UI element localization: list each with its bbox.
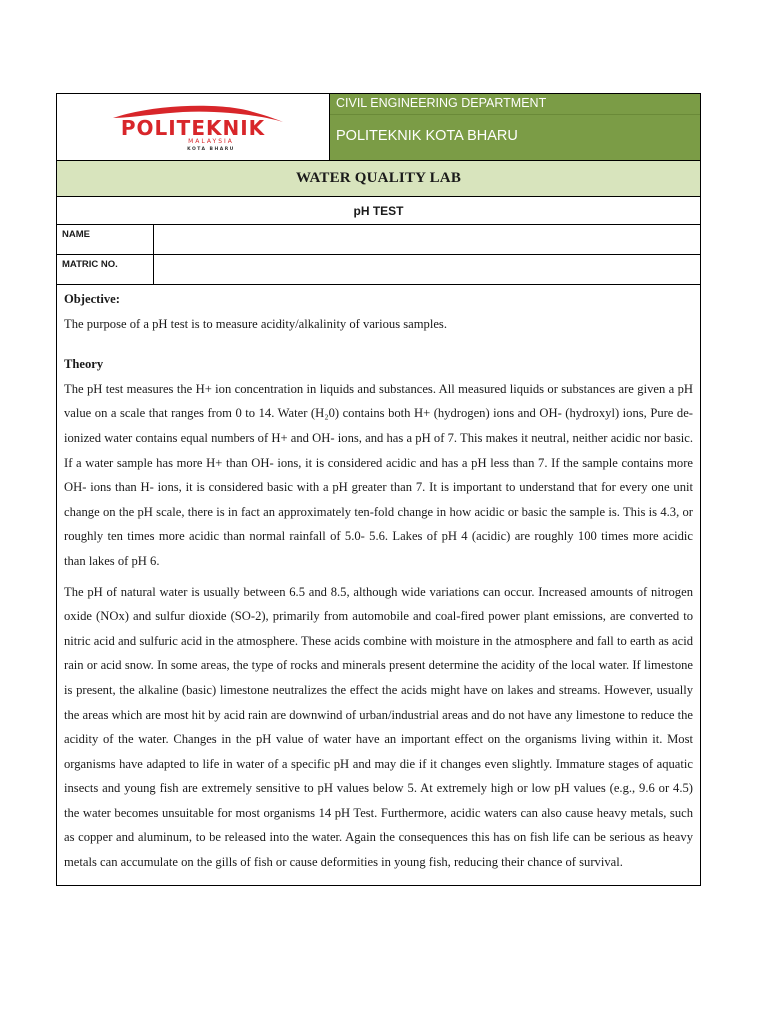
svg-text:POLITEKNIK: POLITEKNIK [120,116,266,140]
matric-row [57,255,700,285]
test-title: pH TEST [353,203,404,218]
content-body [57,285,700,885]
header-row [57,94,700,161]
lab-title-row [57,161,700,197]
lab-sheet [56,93,701,886]
theory-heading: Theory [64,357,104,372]
department-block [330,94,700,160]
politeknik-logo [57,94,330,160]
lab-title: WATER QUALITY LAB [295,170,462,186]
school-name: POLITEKNIK KOTA BHARU [336,128,518,144]
matric-field[interactable] [154,255,700,284]
objective-text: The purpose of a pH test is to measure acidity/alkalinity of various samples. [64,316,447,331]
theory-paragraph: The pH of natural water is usually between 6.5 and 8.5, although wide variations can occur. Increased amounts of nitrogen oxide (NOx) and sulfur dioxide (SO-2), primarily from automobile and coal-fired power plant emissions, are converted to nitric acid and sulfuric acid in the atmosphere. These acids combine with moisture in the atmosphere and fall to earth as acid rain or acid snow. In some areas, the type of rocks and minerals present determine the acidity of the local water. If limestone is present, the alkaline (basic) limestone neutralizes the effect the acids might have on lakes and streams. However, usually the areas which are most hit by acid rain are downwind of urban/industrial areas and do not have any limestone to reduce the acidity of the water. Changes in the pH value of water have an important effect on the organisms living within it. Most organisms have adapted to life in water of a specific pH and may die if it changes even slightly. Immature stages of aquatic insects and young fish are extremely sensitive to pH values below 5. At extremely high or low pH values (e.g., 9.6 or 4.5) the water becomes unsuitable for most organisms 14 pH Test. Furthermore, acidic waters can also cause heavy metals, such as copper and aluminum, to be released into the water. Again the consequences this has on fish life can be serious as heavy metals can accumulate on the gills of fish or cause deformities in young fish, reducing their chance of survival. [64,584,693,870]
svg-text:MALAYSIA: MALAYSIA [188,138,234,145]
svg-text:KOTA BHARU: KOTA BHARU [187,147,235,152]
name-field[interactable] [154,225,700,254]
test-title-row [57,197,700,225]
logo-graphic [73,102,313,152]
department-name: CIVIL ENGINEERING DEPARTMENT [330,94,700,115]
name-row [57,225,700,255]
matric-label: MATRIC NO. [57,255,154,284]
theory-paragraph: The pH test measures the H+ ion concentration in liquids and substances. All measured liquids or substances are given a pH value on a scale that ranges from 0 to 14. Water (H₂0) contains both H+ (hydrogen) ions and OH- (hydroxyl) ions, Pure de-ionized water contains equal numbers of H+ and OH- ions, and has a pH of 7. This makes it neutral, neither acidic nor basic. If a water sample has more H+ than OH- ions, it is considered acidic and has a pH less than 7. If the sample contains more OH- ions than H- ions, it is considered basic with a pH greater than 7. It is important to understand that for every one unit change on the pH scale, there is in fact an approximately ten-fold change in how acidic or basic the sample is. This is 4.3, or roughly ten times more acidic than normal rainfall of 5.0- 5.6. Lakes of pH 4 (acidic) are roughly 100 times more acidic than lakes of pH 6. [64,381,693,568]
name-label: NAME [57,225,154,254]
objective-heading: Objective: [64,292,120,306]
